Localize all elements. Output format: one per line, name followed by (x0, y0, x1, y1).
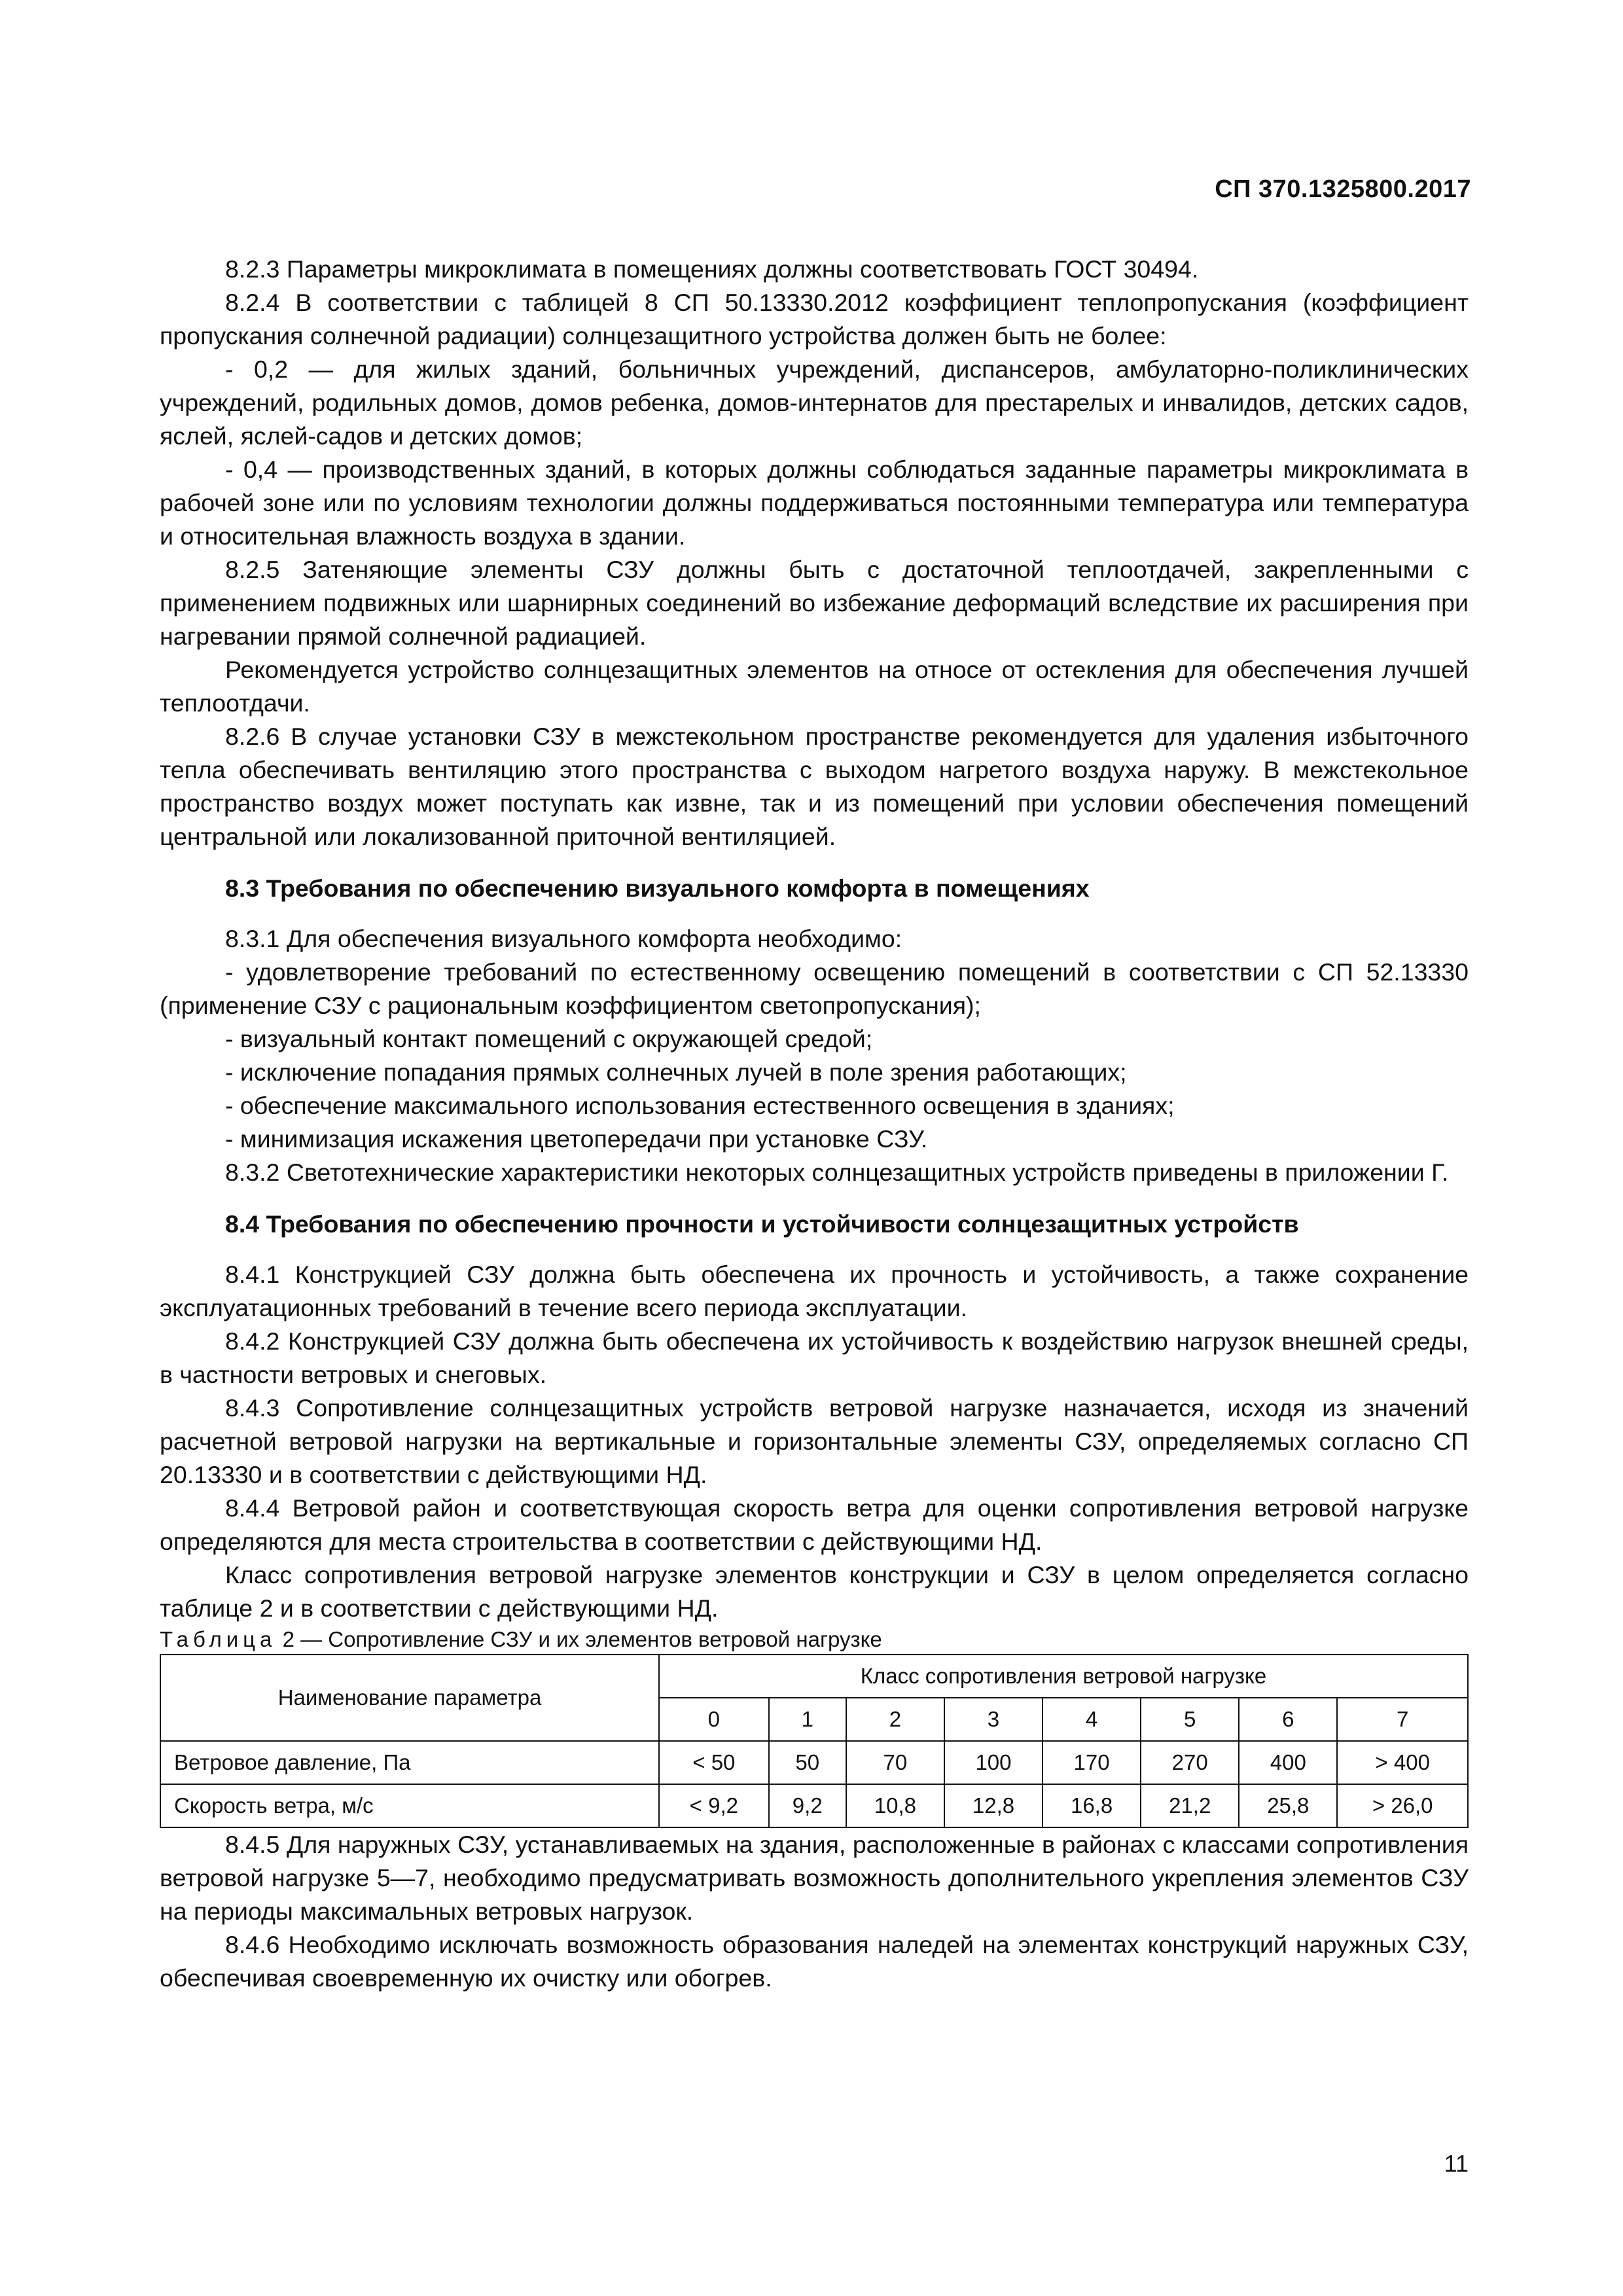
class-number: 2 (846, 1698, 944, 1741)
wind-resistance-table (160, 1654, 1469, 1828)
page-number: 11 (1444, 2150, 1469, 2177)
table-cell: 400 (1239, 1741, 1337, 1784)
table-cell: 170 (1043, 1741, 1141, 1784)
table-caption-prefix: Таблица (160, 1627, 277, 1651)
list-item-0-2: - 0,2 — для жилых зданий, больничных учреждений, диспансеров, амбулаторно-поликлинических учреждений, родильных домов, домов ребенка, домов-интернатов для престарелых и инвалидов, детских садов, яслей, яслей-садов и детских домов; (160, 355, 1469, 450)
table-cell: 70 (846, 1741, 944, 1784)
table-cell: < 9,2 (659, 1784, 769, 1827)
paragraph-recommendation: Рекомендуется устройство солнцезащитных элементов на относе от остекления для обеспечения лучшей теплоотдачи. (160, 656, 1469, 717)
section-heading-8-3: 8.3 Требования по обеспечению визуального комфорта в помещениях (225, 874, 1090, 902)
class-number: 5 (1141, 1698, 1239, 1741)
table-cell: > 26,0 (1337, 1784, 1468, 1827)
document-code: СП 370.1325800.2017 (1215, 175, 1471, 203)
row-label: Скорость ветра, м/с (160, 1784, 659, 1827)
list-item-0-4: - 0,4 — производственных зданий, в которых должны соблюдаться заданные параметры микроклимата в рабочей зоне или по условиям технологии должны поддерживаться постоянными температура или температура и относительная влажность воздуха в здании. (160, 456, 1469, 550)
table-row (160, 1784, 1468, 1827)
table-header-row (160, 1655, 1468, 1698)
class-number: 4 (1043, 1698, 1141, 1741)
list-item-visual-contact: - визуальный контакт помещений с окружающей средой; (225, 1025, 873, 1052)
paragraph-8-3-1: 8.3.1 Для обеспечения визуального комфорта необходимо: (225, 925, 902, 952)
table-cell: 12,8 (944, 1784, 1043, 1827)
class-header: Класс сопротивления ветровой нагрузке (659, 1655, 1468, 1698)
table-row (160, 1741, 1468, 1784)
paragraph-8-2-3: 8.2.3 Параметры микроклимата в помещениях должны соответствовать ГОСТ 30494. (225, 255, 1199, 283)
class-number: 6 (1239, 1698, 1337, 1741)
list-item-color-rendering: - минимизация искажения цветопередачи при установке СЗУ. (225, 1125, 928, 1153)
table-cell: 16,8 (1043, 1784, 1141, 1827)
table-cell: 9,2 (769, 1784, 846, 1827)
paragraph-8-4-1: 8.4.1 Конструкцией СЗУ должна быть обеспечена их прочность и устойчивость, а также сохранение эксплуатационных требований в течение всего периода эксплуатации. (160, 1261, 1469, 1321)
section-heading-8-4: 8.4 Требования по обеспечению прочности и устойчивости солнцезащитных устройств (225, 1210, 1299, 1238)
table-cell: 100 (944, 1741, 1043, 1784)
paragraph-8-4-3: 8.4.3 Сопротивление солнцезащитных устройств ветровой нагрузке назначается, исходя из значений расчетной ветровой нагрузки на вертикальные и горизонтальные элементы СЗУ, определяемых согласно СП 20.13330 и в соответствии с действующими НД. (160, 1394, 1469, 1488)
paragraph-8-3-2: 8.3.2 Светотехнические характеристики некоторых солнцезащитных устройств приведены в приложении Г. (225, 1158, 1449, 1186)
paragraph-8-4-4: 8.4.4 Ветровой район и соответствующая скорость ветра для оценки сопротивления ветровой нагрузке определяются для места строительства в соответствии с действующими НД. (160, 1494, 1469, 1555)
paragraph-8-2-6: 8.2.6 В случае установки СЗУ в межстекольном пространстве рекомендуется для удаления избыточного тепла обеспечивать вентиляцию этого пространства с выходом нагретого воздуха наружу. В межстекольное пространство воздух может поступать как извне, так и из помещений при условии обеспечения помещений центральной или локализованной приточной вентиляцией. (160, 723, 1469, 850)
class-number: 3 (944, 1698, 1043, 1741)
class-number: 1 (769, 1698, 846, 1741)
list-item-glare: - исключение попадания прямых солнечных лучей в поле зрения работающих; (225, 1058, 1127, 1086)
table-cell: > 400 (1337, 1741, 1468, 1784)
list-item-daylight: - удовлетворение требований по естественному освещению помещений в соответствии с СП 52.13330 (применение СЗУ с рациональным коэффициентом светопропускания); (160, 958, 1469, 1019)
paragraph-8-2-5: 8.2.5 Затеняющие элементы СЗУ должны быть с достаточной теплоотдачей, закрепленными с применением подвижных или шарнирных соединений во избежание деформаций вследствие их расширения при нагревании прямой солнечной радиацией. (160, 556, 1469, 650)
table-cell: < 50 (659, 1741, 769, 1784)
table-cell: 270 (1141, 1741, 1239, 1784)
table-cell: 50 (769, 1741, 846, 1784)
paragraph-8-4-5: 8.4.5 Для наружных СЗУ, устанавливаемых на здания, расположенные в районах с классами сопротивления ветровой нагрузке 5—7, необходимо предусматривать возможность дополнительного укрепления элементов СЗУ на периоды максимальных ветровых нагрузок. (160, 1831, 1469, 1925)
class-number: 0 (659, 1698, 769, 1741)
table-cell: 21,2 (1141, 1784, 1239, 1827)
paragraph-8-2-4: 8.2.4 В соответствии с таблицей 8 СП 50.13330.2012 коэффициент теплопропускания (коэффициент пропускания солнечной радиации) солнцезащитного устройства должен быть не более: (160, 289, 1469, 350)
paragraph-wind-class: Класс сопротивления ветровой нагрузке элементов конструкции и СЗУ в целом определяется согласно таблице 2 и в соответствии с действующими НД. (160, 1561, 1469, 1622)
table-caption-text: 2 — Сопротивление СЗУ и их элементов ветровой нагрузке (282, 1627, 882, 1651)
row-label: Ветровое давление, Па (160, 1741, 659, 1784)
table-cell: 10,8 (846, 1784, 944, 1827)
paragraph-8-4-2: 8.4.2 Конструкцией СЗУ должна быть обеспечена их устойчивость к воздействию нагрузок внешней среды, в частности ветровых и снеговых. (160, 1327, 1469, 1388)
table-caption (160, 1625, 1469, 1654)
document-body (160, 253, 1469, 1995)
class-number: 7 (1337, 1698, 1468, 1741)
paragraph-8-4-6: 8.4.6 Необходимо исключать возможность образования наледей на элементах конструкций наружных СЗУ, обеспечивая своевременную их очистку или обогрев. (160, 1931, 1469, 1992)
table-cell: 25,8 (1239, 1784, 1337, 1827)
param-header: Наименование параметра (160, 1655, 659, 1741)
list-item-natural-light: - обеспечение максимального использования естественного освещения в зданиях; (225, 1092, 1175, 1119)
